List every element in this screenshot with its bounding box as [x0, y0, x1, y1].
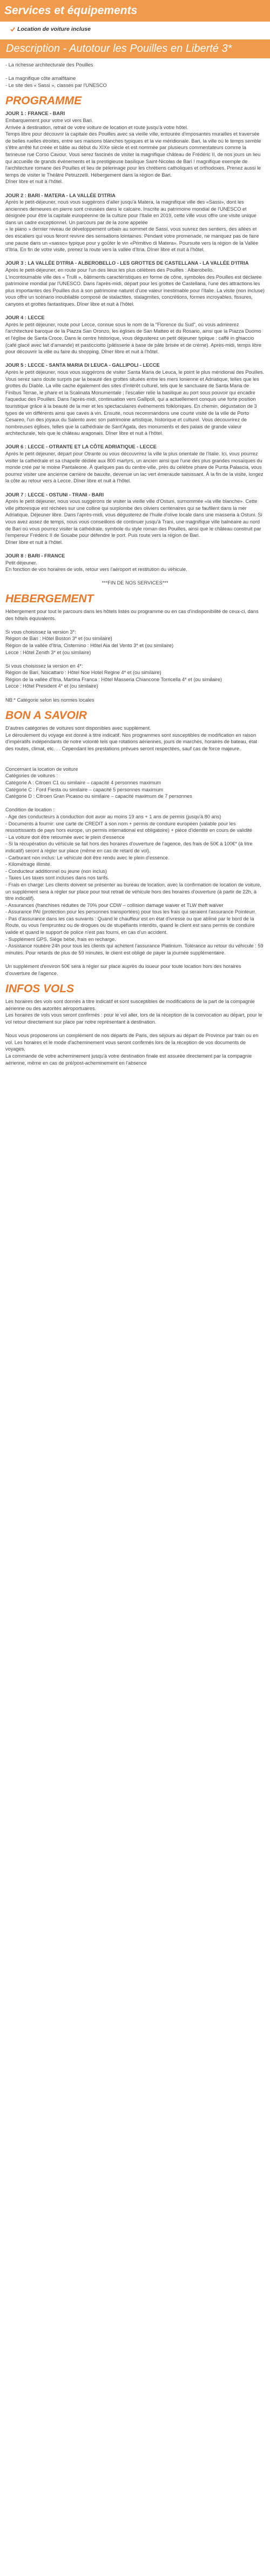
paragraph: - Documents à fournir: une carte de CREDIT à son nom + permis de conduire européen (valable pour les ressortissants de pays hors europe, un permis international est obligatoire) + pièce d'identité en cours de validité [5, 820, 253, 833]
paragraph: - La voiture doit être retournée avec le plein d'essence [5, 834, 125, 840]
paragraph: Si vous choisissez la version en 4*: [5, 663, 83, 669]
service-label: Location de voiture incluse [17, 26, 91, 32]
paragraph: Nous vous proposerons un complément de nos départs de Paris, des séjours au départ de Province par train ou en vol. Les horaires et le mode d'acheminement vous seront confirmés lors de la réception de vos documents de voyages. [5, 1033, 259, 1052]
spacer [5, 1026, 265, 1033]
paragraph: Après le petit déjeuner, route pour Lecce, connue sous le nom de la "Florence du Sud", où vous admirerez l'architecture baroque de la Piazza San Oronzo, les églises de San Matteo et du Rosario, ainsi que la Piazza Duomo et l'église de Santa Croce. Dans le centre historique, vous dégusterez un petit déjeuner typique : caffè in ghiaccio (café glacé avec lait d'amande) et pasticciotto (pâtisserie à base de pâte brisée et de crème). Après-midi, temps libre pour découvrir la ville ou faire du shopping. Dîner libre et nuit à l'hôtel. [5, 321, 262, 355]
day-heading: JOUR 7 : LECCE - OSTUNI - TRANI - BARI [5, 492, 104, 497]
paragraph: - Taxes Les taxes sont incluses dans nos tarifs. [5, 875, 109, 881]
service-item [10, 26, 270, 32]
paragraph: Région de Bari : Hôtel Boston 3* et (ou similaire) [5, 636, 112, 642]
paragraph: Si vous choisissez la version 3*: [5, 629, 76, 635]
spacer [5, 622, 265, 629]
spacer [5, 253, 265, 260]
paragraph: Catégories de voitures : [5, 773, 58, 779]
paragraph: Dîner libre et nuit à l'hôtel. [5, 179, 63, 185]
paragraph: Après le petit déjeuner, nous vous suggérons de visiter la vieille ville d'Ostuni, surnommée «la ville blanche». Cette ville pittoresque est réchées sur une colline qui surplombe des oliviers centenaires qui se faufilent dans la mer Adriatique. Déjeuner libre. Dans l'après-midi, vous dégusterez de l'huile d'olive locale dans une masseria à Ostuni. Si vous avez assez de temps, nous vous conseillons de continuer jusqu'à Trani, une magnifique ville balnéaire au nord de Bari où vous pourrez visiter la cathédrale, symbole du style roman des Pouilles, ainsi que le château construit par l'empereur Frédéric II de Souabe pour défendre le port. Puis route vers la région de Bari. [5, 499, 262, 539]
bon-a-savoir-text [5, 725, 265, 977]
day-heading: JOUR 3 : LA VALLÉE D'ITRIA - ALBEROBELLO - LES GROTTES DE CASTELLANA - LA VALLÉE D'ITRIA [5, 260, 249, 266]
paragraph: - Assistance routière 24h pour tous les clients qui achètent l'assurance Platinium. Tolérance au retour du véhicule : 59 minutes. Pour retards de plus de 59 minutes, le client est obligé de payer la journée supplémentaire. [5, 943, 264, 956]
spacer [5, 185, 265, 192]
paragraph: D'autres catégories de voitures sont disponibles avec supplément. [5, 725, 151, 731]
paragraph: Région de Bari, Noicattaro : Hôtel Noe Hotel Regine 4* et (ou similaire) [5, 670, 161, 676]
hebergement-text [5, 608, 265, 703]
infos-vols-title: INFOS VOLS [5, 983, 75, 996]
paragraph: Les horaires des vols sont donnés à titre indicatif et sont susceptibles de modifications de la part de la compagnie aérienne ou des autorités aéroportuaires. [5, 999, 255, 1011]
end-note: ***FIN DE NOS SERVICES*** [102, 580, 168, 586]
paragraph: « le piano » dernier niveau de développement urbain au sommet de Sassi, vous suivrez des sentiers, des allées et des escaliers qui vous feront revivre des sensations lointaines. Pendant votre promenade, ne manquez pas de faire une pause dans un «sasso» typique pour y goûter le vin «Primitivo di Matera». Poursuite vers la région de la Vallée d'Itria. En fin de votre visite, prenez la route vers la vallée d'Itria. Dîner libre et nuit à l'hôtel. [5, 226, 259, 253]
spacer [5, 690, 265, 697]
paragraph: Après le petit déjeuner, nous vous suggérons de visiter Santa Maria de Leuca, le point le plus méridional des Pouilles. Vous serez sans doute surpris par la beauté des grottes situées entre les mers Ionienne et Adriatique, telles que les grottes du Diable. La ville cache également des sites d'intérêt culturel, tels que le sanctuaire de Santa Maria de Finibus Terrae, le phare et la Scalinata Monumentale ; l'escalier relie la basilique au port sous pouvoir qui encadre l'aqueduc des Pouilles. Dans l'après-midi, continuation vers Gallipoli, qui a actuellement conquis une forte position touristique grâce à la beauté de la mer et les spectaculaires événements folkloriques. En chemin, dégustation de 3 types de vin différents ainsi que caves à vin. Ensuite, nous recommandons une courte visite de la ville de Porto Cesareo, l'un des joyaux du Salento avec son patrimoine artistique, historique et culturel. Vous découvrirez de nombreuses églises, telles que la cathédrale de Sant'Agata, des monuments et des palais de grande valeur architecturale, tels que le château aragonais. Dîner libre et nuit à l'hôtel. [5, 369, 265, 436]
spacer [5, 355, 265, 362]
paragraph: - Supplément GPS, Siège bébé, frais en recharge. [5, 936, 116, 942]
paragraph: - Assurances (franchises réduites de 70% pour CDW – collision damage waiver et TLW theft waiver [5, 902, 224, 908]
paragraph: L'incontournable ville des « Trulli », bâtiments caractéristiques en forme de cône, symboles des Pouilles est déclarée patrimoine mondial par l'UNESCO. Dans l'après-midi, départ pour les grottes de Castellana, l'une des attractions les plus importantes des Pouilles dus à son patrimoine naturel d'une valeur inestimable pour l'Italie. La visite (non incluse) vous offre un scénario inoubliable composé de stalactites, stalagmites, concrétions, formes incroyables, fissures, canyons et grottes fantastiques. Dîner libre et nuit à l'hôtel. [5, 274, 265, 307]
paragraph: - Conducteur additionnel ou jeune (non inclus) [5, 868, 107, 874]
paragraph: Temps libre pour découvrir la capitale des Pouilles avec sa vieille ville, entourée d'imposantes murailles et traversée de belles ruelles étroites, entre ses maisons blanches typiques et la vie méridionale. Bari, la ville où le temps semble s'être arrêté fut créée et bâtie au début du XIXe siècle et est nommée par plusieurs commentateurs comme la farineuse rue Corso Cavour. Vous serez fascinés de visiter la magnifique château de Frédéric II, de nos jours un lieu qui accueille de grands événements et la prestigieuse basilique Saint-Nicolas de Bari ! magnifique exemple de l'architecture romane des Pouilles et lieu de pèlerinage pour les chrétiens catholiques et orthodoxes. Prenez aussi le temps de visiter le Théâtre Petruzzelli. Hébergement dans la région de Bari. [5, 131, 261, 178]
paragraph: Condition de location : [5, 807, 55, 813]
paragraph: Arrivée à destination, retrait de votre voiture de location et route jusqu'à votre hôtel. [5, 124, 188, 130]
paragraph: Lecce : Hôtel Zenith 3* et (ou similaire) [5, 649, 91, 655]
paragraph: En fonction de vos horaires de vols, retour vers l'aéroport et restitution du véhicule. [5, 567, 187, 573]
paragraph: Après le petit déjeuner, départ pour Otrante ou vous découvrirez la ville la plus orientale de l'Italie. Ici, vous pourrez visiter la cathédrale et sa chapelle dédiée aux 800 martyrs, un ancien ainsi que l'une des plus grandes mosaïques du monde créé par le moine Pantaleone. À quelques pas du centre-ville, près du célèbre phare de Punta Palascia, vous pourrez visiter une ancienne carrière de bauxite, devenue un lac vert émeraude saisissant. À la fin de la visite, longez la côte au retour vers à Lecce. Dîner libre et nuit à l'hôtel. [5, 451, 264, 484]
paragraph: Petit déjeuner. [5, 560, 37, 566]
main-content [0, 58, 270, 1066]
paragraph: Lecce : Hôtel President 4* et (ou similaire) [5, 683, 98, 689]
paragraph: Catégorie D : Citroen Gran Picasso ou similaire – capacité maximum de 7 personnes [5, 793, 192, 799]
spacer [5, 69, 265, 76]
day-heading: JOUR 8 : BARI - FRANCE [5, 553, 65, 559]
spacer [5, 752, 265, 759]
paragraph: Hébergement pour tout le parcours dans les hôtels listés ou programme ou en cas d'indisponibilité de ceux-ci, dans des hôtels équivalents. [5, 608, 259, 621]
paragraph: Région de la vallée d'Itria, Martina Franca : Hôtel Masseria Chiancone Torricella 4* et (ou similaire) [5, 676, 222, 682]
intro [5, 62, 265, 89]
paragraph: - Le site des « Sassi », classés par l'UNESCO [5, 82, 107, 88]
header-bar [0, 0, 270, 22]
paragraph: Catégorie A : Citroen C1 ou similaire – capacité 4 personnes maximum [5, 780, 161, 785]
paragraph: - Pas d'assurance dans les cas suivants : Quand le chauffeur est en état d'ivresse ou que abîmé par le bord de la Route, ou vous l'empruntez ou de drogues ou de stupéfiants interdits, quand le client est sans permis de conduire valide et quand le support de police n'est pas fourni, en cas d'un accident. [5, 916, 255, 936]
paragraph: - Assurance PAI (protection pour les personnes transportées) pour tous les frais qui seraient l'assurance Pointeurr. [5, 909, 256, 915]
paragraph: - Age des conducteurs à conduction doit avoir au moins 19 ans + 1 ans de permis (jusqu'à 80 ans) [5, 813, 221, 819]
paragraph: Embarquement pour votre vol vers Bari. [5, 117, 93, 123]
check-icon [10, 27, 15, 32]
day-heading: JOUR 4 : LECCE [5, 315, 45, 321]
tour-title: Description - Autotour les Pouilles en Liberté 3* [0, 39, 270, 58]
paragraph: Dîner libre et nuit à l'hôtel. [5, 539, 63, 545]
hebergement-title: HEBERGEMENT [5, 592, 94, 605]
day-heading: JOUR 6 : LECCE - OTRANTE ET LA CÔTE ADRIATIQUE - LECCE [5, 444, 157, 450]
programme-title: PROGRAMME [5, 95, 82, 107]
spacer [5, 759, 265, 766]
paragraph: Les horaires de vols vous seront confirmés : pour le vol aller, lors de la réception de la convocation au départ, pour le vol retour directement sur place par notre représentant à destination. [5, 1012, 262, 1025]
paragraph: - Frais en charge: Les clients doivent se présenter au bureau de location, avec la confirmation de location de voiture, un supplément sera à régler sur place pour tout retrait de véhicule hors des horaires d'ouverture (à partir de 22h, à titre indicatif). [5, 882, 261, 902]
paragraph: Le déroulement du voyage est donné à titre indicatif. Nos programmes sont susceptibles de modification en raison d'impératifs indépendants de notre volonté tels que rotations aériennes, jours de marchés, horaires de bateau, état des routes, climat, etc. . . Cependant les prestations prévues seront respectées, sauf cas de force majeure. [5, 732, 258, 752]
spacer [5, 308, 265, 315]
paragraph: - Kilométrage illimité. [5, 862, 52, 867]
paragraph: La commande de votre acheminement jusqu'à votre destination finale est assurée directement par la compagnie aérienne, même en cas de pré/post-acheminement en l'absence [5, 1053, 252, 1066]
spacer [5, 956, 265, 963]
spacer [5, 656, 265, 663]
infos-vols-text [5, 998, 265, 1066]
paragraph: - La richesse architecturale des Pouilles [5, 62, 93, 68]
paragraph: Catégorie C : Ford Fiesta ou similaire – capacité 5 personnes maximum [5, 786, 164, 792]
bon-a-savoir-title: BON A SAVOIR [5, 709, 87, 722]
programme-days [5, 110, 265, 573]
paragraph: - La magnifique côte amalfitaine [5, 76, 76, 82]
paragraph: Région de la vallée d'Itria, Cisternino : Hôtel Aia del Vento 3* et (ou similaire) [5, 642, 174, 648]
spacer [5, 485, 265, 492]
day-heading: JOUR 1 : FRANCE - BARI [5, 111, 65, 117]
spacer [5, 800, 265, 807]
header-title: Services et équipements [4, 4, 138, 17]
paragraph: - Carburant non inclus: Le véhicule doit être rendu avec le plein d'essence. [5, 855, 170, 860]
spacer [5, 437, 265, 444]
day-heading: JOUR 2 : BARI - MATERA - LA VALLÉE D'ITRIA [5, 192, 116, 198]
paragraph: - Si la récupération du véhicule se fait hors des horaires d'ouverture de l'agence, des frais de 50€ à 100€* (à titre indicatif) seront à régler sur place (même en cas de retard de vol). [5, 841, 253, 853]
paragraph: Concernant la location de voiture [5, 766, 78, 772]
day-heading: JOUR 5 : LECCE - SANTA MARIA DI LEUCA - GALLIPOLI - LECCE [5, 362, 160, 368]
paragraph: NB:* Catégorie selon les normes locales [5, 697, 94, 703]
paragraph: Après le petit-déjeuner, en route pour l'un des lieux les plus célèbres des Pouilles : Alberobello. [5, 267, 214, 273]
paragraph: Un supplément d'environ 50€ sera à régler sur place auprès du loueur pour toute location hors des horaires d'ouverture de l'agence. [5, 964, 241, 976]
spacer [5, 546, 265, 553]
paragraph: Après le petit-déjeuner, nous vous suggérons d'aller jusqu'à Matera, la magnifique ville des «Sassi», dont les anciennes demeures en pierre sont creusées dans le calcaire. Inscrite au patrimoine mondial de l'UNESCO et désignée pour être la capitale européenne de la culture pour l'Italie en 2019, cette ville vous offre une visite unique dans un cadre exceptionnel. Un parcours par de la zone appelée [5, 199, 256, 225]
